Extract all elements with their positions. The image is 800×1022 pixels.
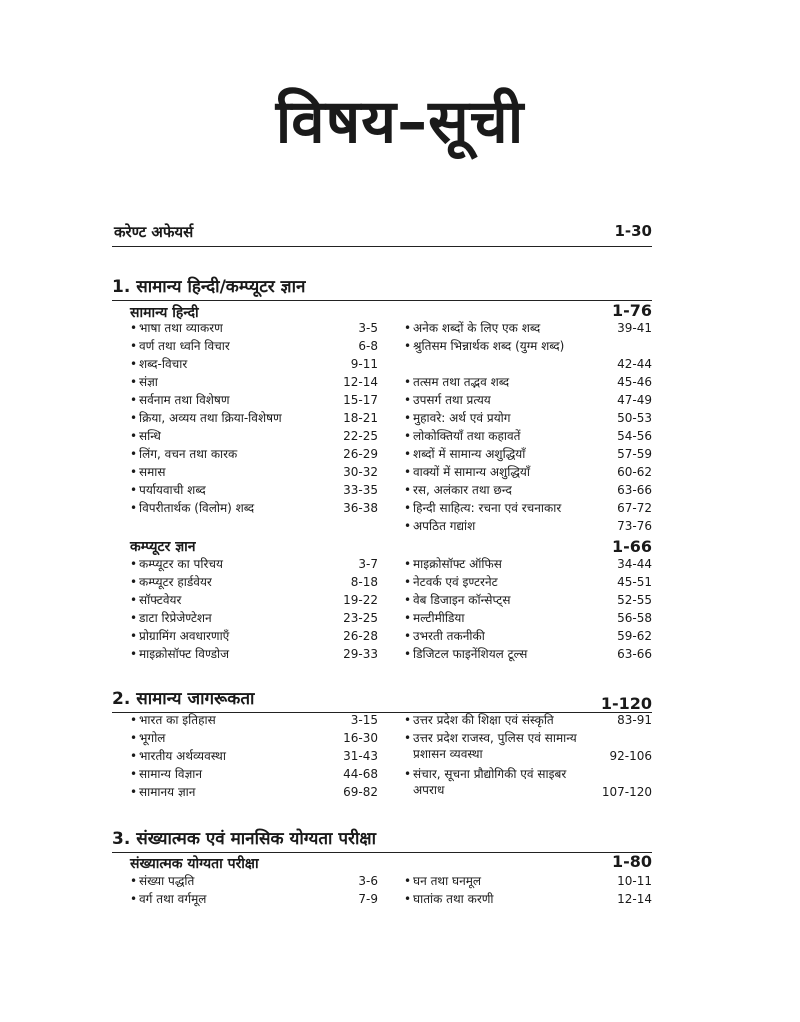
bullet-icon: • (404, 767, 412, 781)
toc-entry[interactable] (404, 445, 652, 463)
bullet-icon: • (130, 874, 138, 888)
bullet-icon: • (130, 393, 138, 407)
toc-entry-pages: 67-72 (617, 501, 652, 515)
numerical-range: 1-80 (611, 852, 652, 871)
toc-entry-pages: 3-7 (358, 557, 378, 571)
toc-entry-pages: 9-11 (350, 357, 378, 371)
toc-entry-title: मल्टीमीडिया (413, 611, 465, 625)
toc-entry-pages: 39-41 (617, 321, 652, 335)
toc-entry-pages: 69-82 (343, 785, 378, 799)
toc-entry-title: अनेक शब्दों के लिए एक शब्द (413, 321, 541, 335)
toc-entry-title: संचार, सूचना प्रौद्योगिकी एवं साइबर अपराध (413, 767, 567, 797)
section-2-heading: 2. सामान्य जागरूकता (112, 686, 652, 713)
computer-range: 1-66 (611, 537, 652, 556)
toc-entry-title: सामान्य विज्ञान (139, 767, 203, 781)
toc-entry[interactable] (404, 409, 652, 427)
bullet-icon: • (130, 357, 138, 371)
bullet-icon: • (404, 411, 412, 425)
current-affairs-label: करेण्ट अफेयर्स (114, 223, 194, 241)
toc-entry-title: संख्या पद्धति (139, 874, 195, 888)
bullet-icon: • (130, 713, 138, 727)
toc-entry-title: वर्ग तथा वर्गमूल (139, 892, 207, 906)
toc-entry[interactable] (404, 337, 652, 373)
toc-entry[interactable] (404, 373, 652, 391)
toc-entry-title: शब्दों में सामान्य अशुद्धियाँ (413, 447, 526, 461)
toc-entry[interactable] (130, 645, 378, 663)
toc-entry[interactable] (404, 499, 652, 517)
toc-entry[interactable] (404, 391, 652, 409)
bullet-icon: • (404, 892, 412, 906)
toc-entry-pages: 3-5 (358, 321, 378, 335)
bullet-icon: • (404, 375, 412, 389)
toc-entry-pages: 34-44 (617, 557, 652, 571)
toc-entry-title: क्रिया, अव्यय तथा क्रिया-विशेषण (139, 411, 282, 425)
toc-entry-pages: 92-106 (609, 749, 652, 763)
toc-entry-title: उपसर्ग तथा प्रत्यय (413, 393, 491, 407)
toc-entry-pages: 54-56 (617, 429, 652, 443)
bullet-icon: • (404, 575, 412, 589)
toc-entry[interactable] (130, 445, 378, 463)
toc-entry-pages: 45-46 (617, 375, 652, 389)
bullet-icon: • (130, 483, 138, 497)
current-affairs-row[interactable] (112, 222, 652, 247)
toc-entry-pages: 57-59 (617, 447, 652, 461)
computer-subheading: कम्प्यूटर ज्ञान (130, 539, 196, 555)
toc-entry-pages: 56-58 (617, 611, 652, 625)
toc-entry-pages: 18-21 (343, 411, 378, 425)
bullet-icon: • (404, 483, 412, 497)
toc-entry-title: वेब डिजाइन कॉन्सेप्ट्स (413, 593, 511, 607)
page-title: विषय–सूची (275, 87, 525, 157)
bullet-icon: • (130, 575, 138, 589)
toc-entry-title: सामानय ज्ञान (139, 785, 196, 799)
toc-entry-pages: 12-14 (617, 892, 652, 906)
toc-entry[interactable] (404, 627, 652, 645)
toc-entry-pages: 50-53 (617, 411, 652, 425)
toc-entry-pages: 8-18 (350, 575, 378, 589)
toc-entry-title: कम्प्यूटर हार्डवेयर (139, 575, 212, 589)
toc-entry-title: समास (139, 465, 166, 479)
toc-entry-pages: 47-49 (617, 393, 652, 407)
toc-entry-title: लिंग, वचन तथा कारक (139, 447, 238, 461)
toc-entry[interactable] (130, 481, 378, 499)
toc-entry[interactable] (130, 355, 378, 373)
bullet-icon: • (130, 411, 138, 425)
toc-entry-title: घातांक तथा करणी (413, 892, 494, 906)
numerical-subheading: संख्यात्मक योग्यता परीक्षा (130, 856, 259, 872)
toc-entry[interactable] (130, 319, 378, 337)
toc-entry-pages: 12-14 (343, 375, 378, 389)
toc-entry[interactable] (130, 591, 378, 609)
toc-entry-pages: 22-25 (343, 429, 378, 443)
bullet-icon: • (130, 375, 138, 389)
bullet-icon: • (130, 447, 138, 461)
toc-entry[interactable] (130, 573, 378, 591)
toc-entry-pages: 73-76 (617, 519, 652, 533)
toc-entry[interactable] (404, 573, 652, 591)
toc-entry-pages: 59-62 (617, 629, 652, 643)
toc-entry[interactable] (404, 463, 652, 481)
computer-left-list (130, 555, 378, 663)
awareness-left-list (130, 711, 378, 801)
bullet-icon: • (404, 519, 412, 533)
toc-entry-pages: 10-11 (617, 874, 652, 888)
toc-entry[interactable] (130, 391, 378, 409)
toc-entry-title: उत्तर प्रदेश की शिक्षा एवं संस्कृति (413, 713, 554, 727)
bullet-icon: • (404, 339, 412, 353)
toc-entry[interactable] (130, 499, 378, 517)
toc-entry[interactable] (404, 711, 652, 729)
toc-entry[interactable] (404, 427, 652, 445)
bullet-icon: • (130, 731, 138, 745)
bullet-icon: • (404, 501, 412, 515)
toc-entry-pages: 63-66 (617, 647, 652, 661)
toc-entry-title: पर्यायवाची शब्द (139, 483, 206, 497)
toc-entry-title: भूगोल (139, 731, 166, 745)
toc-entry[interactable] (130, 627, 378, 645)
toc-entry[interactable] (404, 645, 652, 663)
toc-entry-pages: 26-28 (343, 629, 378, 643)
bullet-icon: • (404, 647, 412, 661)
toc-entry[interactable] (130, 463, 378, 481)
toc-entry[interactable] (130, 711, 378, 729)
toc-entry-title: हिन्दी साहित्य: रचना एवं रचनाकार (413, 501, 562, 515)
toc-entry-pages: 3-15 (350, 713, 378, 727)
toc-entry-title: सॉफ्टवेयर (139, 593, 182, 607)
toc-entry-title: माइक्रोसॉफ्ट ऑफिस (413, 557, 502, 571)
toc-entry[interactable] (130, 890, 378, 908)
bullet-icon: • (404, 447, 412, 461)
toc-entry-pages: 63-66 (617, 483, 652, 497)
toc-entry[interactable] (404, 555, 652, 573)
toc-entry-pages: 44-68 (343, 767, 378, 781)
toc-entry[interactable] (130, 555, 378, 573)
bullet-icon: • (130, 557, 138, 571)
toc-entry[interactable] (130, 427, 378, 445)
toc-entry[interactable] (404, 591, 652, 609)
toc-entry-title: सर्वनाम तथा विशेषण (139, 393, 230, 407)
toc-entry-title: सन्धि (139, 429, 161, 443)
toc-entry-title: लोकोक्तियाँ तथा कहावतें (413, 429, 521, 443)
current-affairs-pages: 1-30 (614, 222, 652, 240)
toc-entry-title: तत्सम तथा तद्भव शब्द (413, 375, 510, 389)
toc-entry-pages: 7-9 (358, 892, 378, 906)
toc-entry-pages: 36-38 (343, 501, 378, 515)
section-2-range: 1-120 (600, 694, 652, 713)
toc-entry-title: डाटा रिप्रेजेण्टेशन (139, 611, 212, 625)
toc-entry[interactable] (404, 765, 652, 801)
toc-entry-pages: 19-22 (343, 593, 378, 607)
bullet-icon: • (130, 767, 138, 781)
toc-entry-pages: 26-29 (343, 447, 378, 461)
toc-entry-pages: 60-62 (617, 465, 652, 479)
toc-entry-pages: 31-43 (343, 749, 378, 763)
bullet-icon: • (130, 593, 138, 607)
toc-entry-title: शब्द-विचार (139, 357, 188, 371)
bullet-icon: • (130, 647, 138, 661)
toc-entry[interactable] (130, 337, 378, 355)
toc-entry-pages: 33-35 (343, 483, 378, 497)
bullet-icon: • (130, 321, 138, 335)
toc-entry[interactable] (404, 872, 652, 890)
toc-entry[interactable] (404, 729, 652, 765)
bullet-icon: • (404, 593, 412, 607)
toc-entry[interactable] (130, 729, 378, 747)
toc-entry-title: अपठित गद्यांश (413, 519, 476, 533)
toc-entry-title: उभरती तकनीकी (413, 629, 485, 643)
toc-entry-title: भारतीय अर्थव्यवस्था (139, 749, 226, 763)
bullet-icon: • (130, 501, 138, 515)
bullet-icon: • (404, 393, 412, 407)
bullet-icon: • (130, 892, 138, 906)
section-1-heading: 1. सामान्य हिन्दी/कम्प्यूटर ज्ञान (112, 274, 652, 301)
bullet-icon: • (404, 557, 412, 571)
bullet-icon: • (404, 321, 412, 335)
toc-entry-pages: 3-6 (358, 874, 378, 888)
toc-entry-title: वर्ण तथा ध्वनि विचार (139, 339, 230, 353)
toc-entry[interactable] (130, 872, 378, 890)
bullet-icon: • (404, 465, 412, 479)
bullet-icon: • (404, 611, 412, 625)
toc-entry-pages: 45-51 (617, 575, 652, 589)
hindi-right-list (404, 319, 652, 535)
toc-entry[interactable] (404, 481, 652, 499)
toc-entry-pages: 30-32 (343, 465, 378, 479)
bullet-icon: • (404, 874, 412, 888)
toc-entry-title: विपरीतार्थक (विलोम) शब्द (139, 501, 255, 515)
toc-entry[interactable] (130, 609, 378, 627)
toc-entry[interactable] (404, 517, 652, 535)
toc-entry-title: प्रोग्रामिंग अवधारणाएँ (139, 629, 230, 643)
toc-entry-pages: 52-55 (617, 593, 652, 607)
section-3-heading: 3. संख्यात्मक एवं मानसिक योग्यता परीक्षा (112, 826, 652, 853)
toc-entry[interactable] (130, 747, 378, 765)
toc-entry-pages: 6-8 (358, 339, 378, 353)
hindi-range: 1-76 (611, 301, 652, 320)
bullet-icon: • (130, 785, 138, 799)
hindi-subheading: सामान्य हिन्दी (130, 305, 199, 321)
bullet-icon: • (130, 611, 138, 625)
bullet-icon: • (404, 429, 412, 443)
toc-entry-pages: 42-44 (617, 357, 652, 371)
toc-entry-pages: 107-120 (601, 785, 652, 799)
toc-entry[interactable] (404, 890, 652, 908)
hindi-left-list (130, 319, 378, 517)
toc-entry-title: घन तथा घनमूल (413, 874, 482, 888)
numerical-left-list (130, 872, 378, 908)
bullet-icon: • (404, 629, 412, 643)
toc-entry-title: संज्ञा (139, 375, 158, 389)
toc-entry-title: उत्तर प्रदेश राजस्व, पुलिस एवं सामान्य प्रशासन व्यवस्था (413, 731, 577, 761)
toc-entry-title: मुहावरे: अर्थ एवं प्रयोग (413, 411, 511, 425)
bullet-icon: • (130, 429, 138, 443)
toc-entry-title: माइक्रोसॉफ्ट विण्डोज (139, 647, 230, 661)
computer-right-list (404, 555, 652, 663)
toc-entry-title: वाक्यों में सामान्य अशुद्धियाँ (413, 465, 530, 479)
toc-entry-title: रस, अलंकार तथा छन्द (413, 483, 512, 497)
bullet-icon: • (404, 713, 412, 727)
bullet-icon: • (130, 339, 138, 353)
toc-entry-pages: 15-17 (343, 393, 378, 407)
awareness-right-list (404, 711, 652, 801)
toc-entry[interactable] (404, 319, 652, 337)
toc-entry-title: भाषा तथा व्याकरण (139, 321, 223, 335)
toc-entry[interactable] (404, 609, 652, 627)
toc-entry-title: नेटवर्क एवं इण्टरनेट (413, 575, 498, 589)
toc-entry-pages: 29-33 (343, 647, 378, 661)
toc-entry-pages: 23-25 (343, 611, 378, 625)
toc-entry[interactable] (130, 373, 378, 391)
toc-entry-title: कम्प्यूटर का परिचय (139, 557, 223, 571)
bullet-icon: • (404, 731, 412, 745)
bullet-icon: • (130, 749, 138, 763)
toc-entry-title: भारत का इतिहास (139, 713, 216, 727)
toc-entry-pages: 16-30 (343, 731, 378, 745)
bullet-icon: • (130, 465, 138, 479)
toc-entry-pages: 83-91 (617, 713, 652, 727)
toc-entry[interactable] (130, 409, 378, 427)
toc-entry[interactable] (130, 765, 378, 783)
numerical-right-list (404, 872, 652, 908)
toc-entry-title: डिजिटल फाइनेंशियल टूल्स (413, 647, 528, 661)
toc-entry-title: श्रुतिसम भिन्नार्थक शब्द (युग्म शब्द) (413, 339, 565, 353)
toc-entry[interactable] (130, 783, 378, 801)
bullet-icon: • (130, 629, 138, 643)
